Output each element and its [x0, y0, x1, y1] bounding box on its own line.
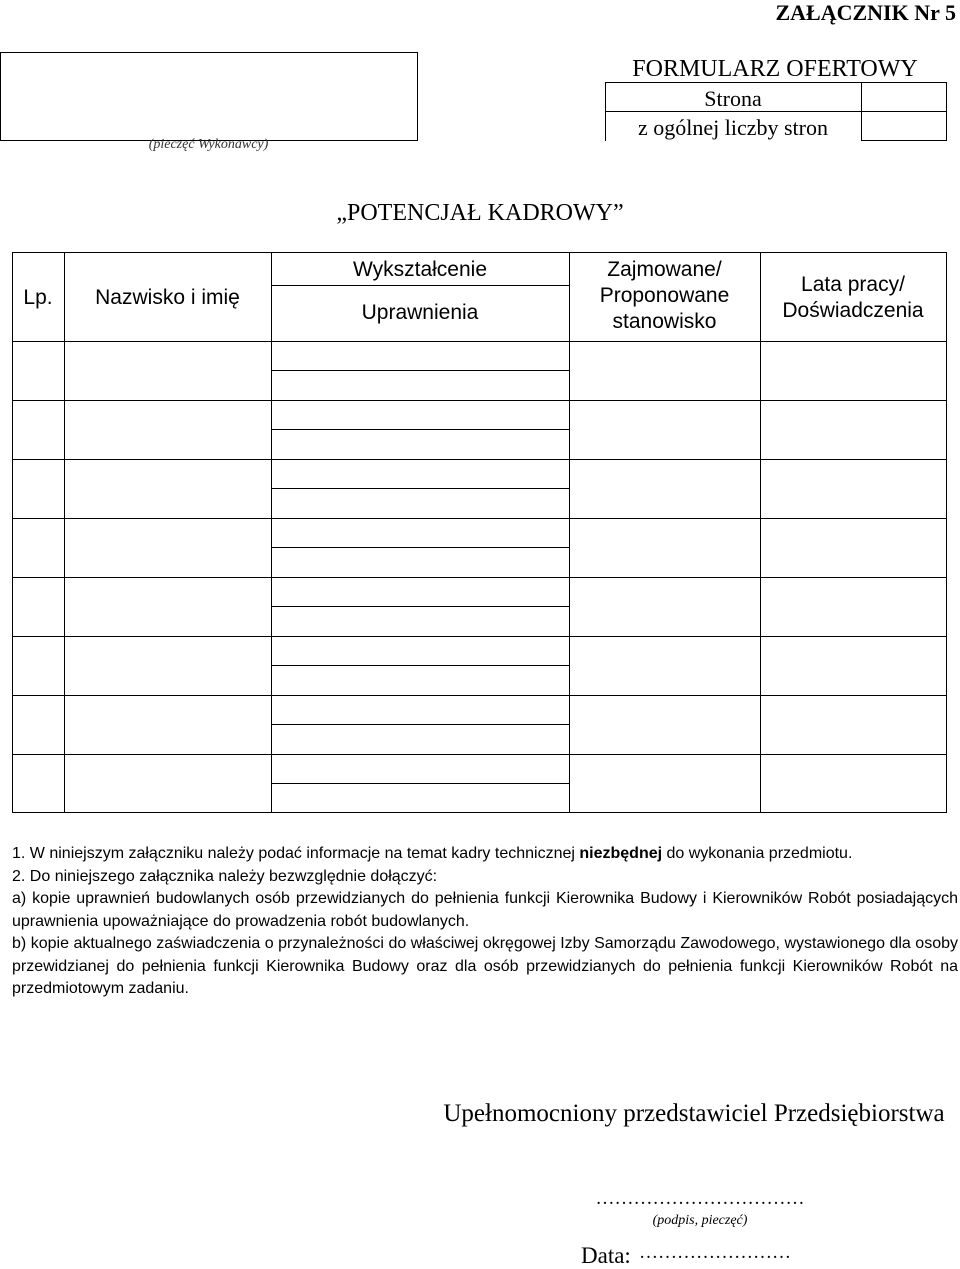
- notes: [12, 843, 958, 1001]
- note-2: 2. Do niniejszego załącznika należy bezwzględnie dołączyć:: [12, 867, 438, 885]
- stamp-label: (pieczęć Wykonawcy): [148, 137, 269, 152]
- page-label: Strona: [704, 86, 762, 111]
- header-position-line3: stanowisko: [612, 310, 717, 333]
- header-position-line2: Proponowane: [599, 284, 730, 307]
- note-1-bold: niezbędnej: [579, 845, 663, 862]
- total-pages-label: z ogólnej liczby stron: [637, 115, 828, 140]
- header-education: Wykształcenie: [352, 258, 488, 281]
- note-1: [12, 843, 958, 866]
- header-position: [569, 257, 760, 335]
- header-name: Nazwisko i imię: [95, 286, 240, 309]
- header-experience-line2: Doświadczenia: [782, 299, 924, 322]
- representative-label: Upełnomocniony przedstawiciel Przedsiębiorstwa: [443, 1100, 945, 1127]
- note-2b: b) kopie aktualnego zaświadczenia o przynależności do właściwej okręgowej Izby Samorządu Zawodowego, wystawionego dla osoby przewidzianej do pełnienia funkcji Kierownika Budowy oraz dla osób przewidzianych do pełnienia funkcji Kierowników Robót na przedmiotowym zadaniu.: [12, 935, 958, 997]
- note-1-text: 1. W niniejszym załączniku należy podać informacje na temat kadry technicznej: [12, 845, 580, 862]
- header-experience-line1: Lata pracy/: [801, 273, 905, 296]
- form-title: FORMULARZ OFERTOWY: [632, 56, 918, 82]
- note-1-text-end: do wykonania przedmiotu.: [662, 845, 853, 862]
- date-line: ……………………: [639, 1242, 791, 1263]
- signature-label: (podpis, pieczęć): [652, 1213, 748, 1228]
- header-position-line1: Zajmowane/: [607, 258, 722, 281]
- header-qualifications: Uprawnienia: [361, 301, 479, 324]
- header-experience: [760, 272, 946, 324]
- date-label: Data:: [581, 1243, 631, 1268]
- note-2a: a) kopie uprawnień budowlanych osób przewidzianych do pełnienia funkcji Kierownika Budowy i Kierowników Robót posiadających uprawnienia upoważniające do prowadzenia robót budowlanych.: [12, 890, 958, 930]
- header-lp: Lp.: [23, 286, 53, 309]
- signature-line: ……………………………: [595, 1188, 805, 1209]
- annex-number: ZAŁĄCZNIK Nr 5: [775, 0, 956, 25]
- section-title: „POTENCJAŁ KADROWY”: [336, 200, 624, 226]
